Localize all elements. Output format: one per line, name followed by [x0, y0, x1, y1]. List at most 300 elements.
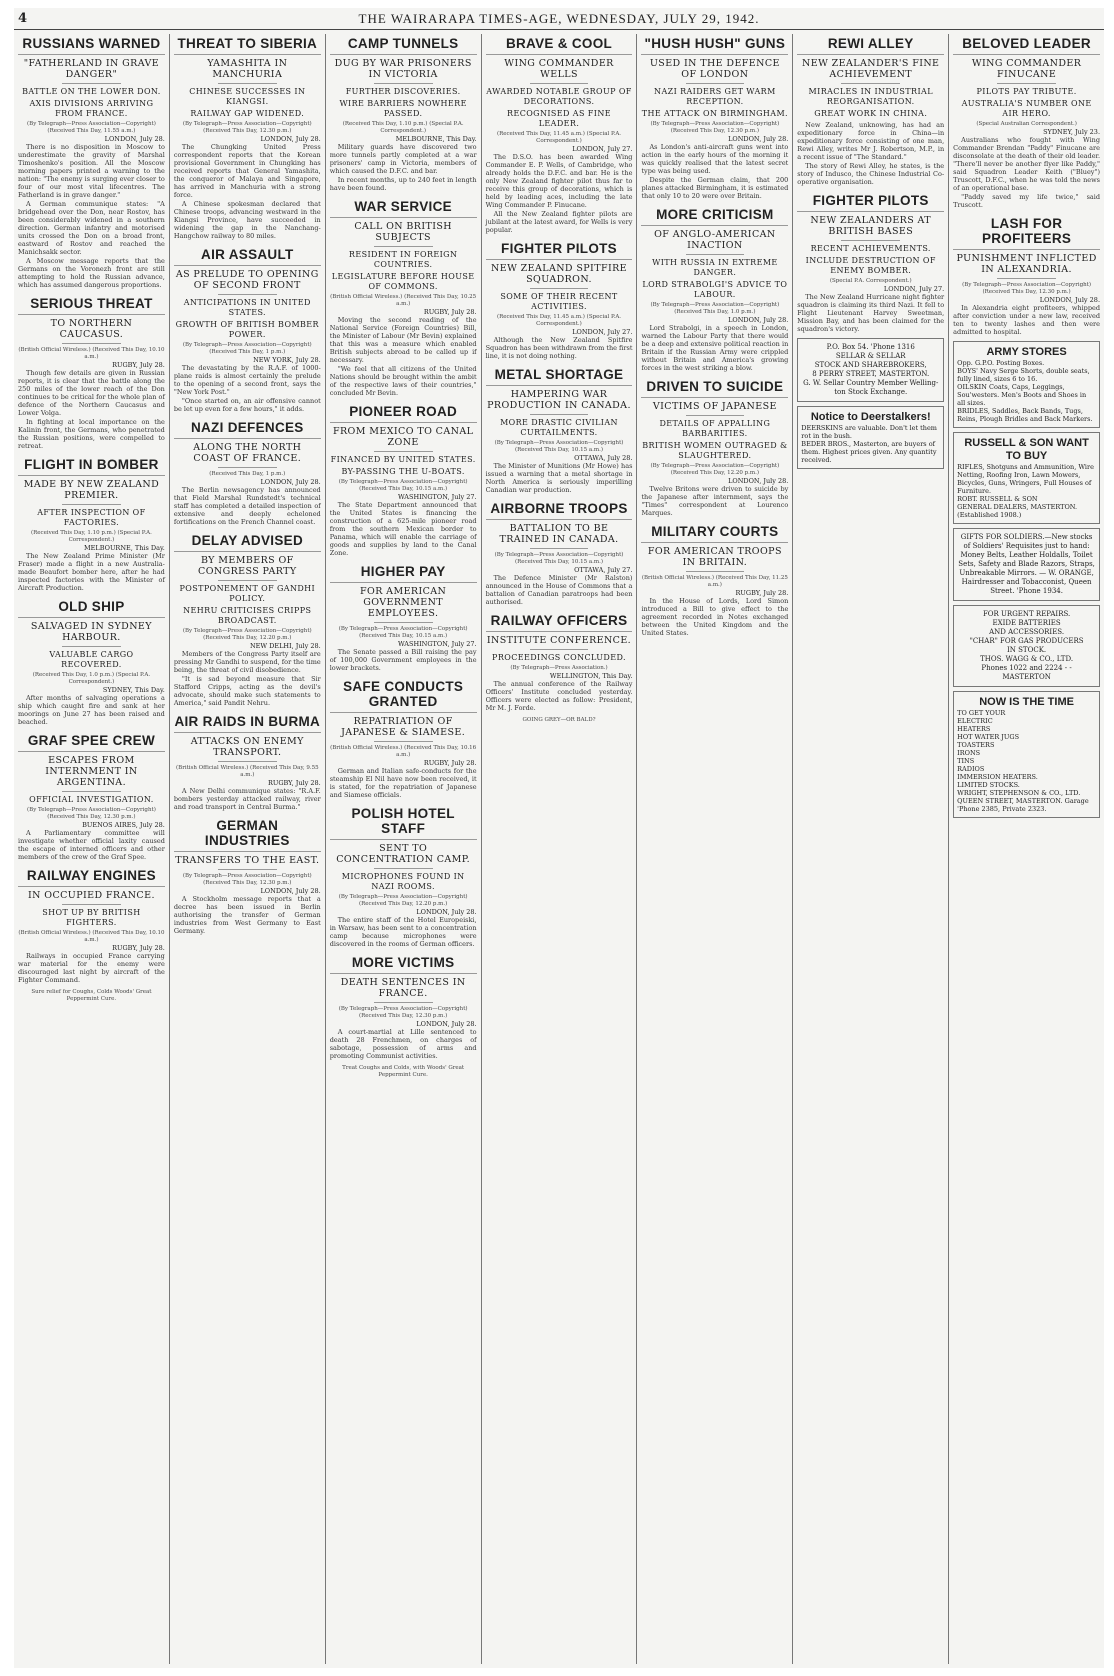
column-6	[793, 34, 949, 1664]
divider	[374, 868, 433, 869]
article-headline: FLIGHT IN BOMBER	[18, 455, 165, 476]
article	[330, 197, 477, 397]
article-paragraph: After months of salvaging operations a ship which caught fire and sank at her moorings on June 27 has been raised and beached.	[18, 694, 165, 726]
article-dateline: BUENOS AIRES, July 28.	[82, 821, 165, 829]
article-subheading: BATTLE ON THE LOWER DON.	[22, 87, 161, 96]
article-credit: (Special P.A. Correspondent.)	[829, 278, 912, 284]
article-dateline: LONDON, July 28.	[728, 477, 789, 485]
article-credit: (By Telegraph—Press Association—Copyright) (Received This Day, 10.15 a.m.)	[494, 440, 624, 453]
article-body	[641, 324, 788, 372]
article-paragraph: The State Department announced that the United States is financing the construction of a 625-mile pioneer road from the southern Mexican border to Panama, which will enable the carriage of goods and supplies by land to the Canal Zone.	[329, 501, 477, 557]
article-subheading: PROCEEDINGS CONCLUDED.	[492, 653, 626, 662]
divider	[62, 83, 121, 84]
column-7	[949, 34, 1104, 1664]
columns	[14, 34, 1104, 1664]
ad-line: SELLAR & SELLAR	[835, 352, 906, 360]
article-body	[18, 829, 165, 861]
article-headline: FIGHTER PILOTS	[797, 191, 944, 212]
article-credit: (British Official Wireless.) (Received This Day, 9.55 a.m.)	[176, 765, 319, 778]
article-headline: SERIOUS THREAT	[18, 294, 165, 315]
article-dateline: SYDNEY, This Day.	[102, 686, 165, 694]
article	[330, 804, 477, 948]
divider	[374, 741, 433, 742]
article-headline: "HUSH HUSH" GUNS	[641, 34, 788, 55]
article-subheading: MIRACLES IN INDUSTRIAL REORGANISATION.	[808, 87, 933, 106]
article-subheading: NAZI RAIDERS GET WARM RECEPTION.	[654, 87, 776, 106]
article-headline: REWI ALLEY	[797, 34, 944, 55]
article-paragraph: Railways in occupied France carrying war material for the enemy were discouraged last night by aircraft of the Fighter Command.	[18, 952, 165, 984]
article-body	[330, 1028, 477, 1060]
article-subheading: YAMASHITA IN MANCHURIA	[207, 58, 288, 80]
article-headline: AIR ASSAULT	[174, 245, 321, 266]
article-paragraph: "We feel that all citizens of the United Nations should be brought within the ambit of the respective laws of their countries," concluded Mr Bevin.	[329, 365, 477, 397]
article-headline: WAR SERVICE	[330, 197, 477, 218]
ad-line: DEERSKINS are valuable. Don't let them rot in the bush.	[801, 424, 937, 440]
article	[174, 418, 321, 526]
article-subheading: BY-PASSING THE U-BOATS.	[341, 467, 465, 476]
article-body	[174, 787, 321, 811]
advertisement	[953, 605, 1100, 687]
article-subheading: OF ANGLO-AMERICAN INACTION	[654, 229, 776, 251]
article-body	[486, 680, 633, 712]
masthead	[14, 8, 1104, 30]
article	[18, 34, 165, 289]
article-subheading: MADE BY NEW ZEALAND PREMIER.	[23, 479, 160, 501]
article	[330, 562, 477, 672]
divider	[686, 254, 745, 255]
ad-line: IN STOCK.	[1007, 646, 1047, 654]
ad-line: BOYS' Navy Serge Shorts, double seats, fully lined, sizes 6 to 16.	[957, 367, 1090, 383]
article-body	[174, 895, 321, 935]
article-credit: (By Telegraph—Press Association—Copyright) (Received This Day, 1.0 p.m.)	[650, 302, 780, 315]
article-headline: HIGHER PAY	[330, 562, 477, 583]
article-subheading: MORE DRASTIC CIVILIAN CURTAILMENTS.	[500, 418, 618, 437]
article	[174, 531, 321, 707]
ad-line: AND ACCESSORIES.	[989, 628, 1065, 636]
article-dateline: SYDNEY, July 23.	[1043, 128, 1101, 136]
article-body	[797, 293, 944, 333]
article-credit: (By Telegraph—Press Association.)	[510, 665, 608, 671]
article-headline: RUSSIANS WARNED	[18, 34, 165, 55]
article-subheading: TO NORTHERN CAUCASUS.	[50, 318, 133, 340]
divider	[374, 622, 433, 623]
article-dateline: LONDON, July 28.	[1039, 296, 1101, 304]
article-credit: (Received This Day, 1.0 p.m.) (Special P.A. Correspondent.)	[32, 672, 151, 685]
article	[18, 455, 165, 592]
advertisement	[797, 406, 944, 469]
ad-line: G. W. Sellar Country Member Welling-	[803, 379, 939, 387]
article-subheading: "FATHERLAND IN GRAVE DANGER"	[23, 58, 160, 80]
article-subheading: ATTACKS ON ENEMY TRANSPORT.	[190, 736, 304, 758]
article	[641, 205, 788, 372]
article-subheading: RECOGNISED AS FINE LEADER.	[507, 109, 611, 128]
article-credit: (Received This Day, 1 p.m.)	[209, 471, 286, 477]
article	[330, 953, 477, 1060]
article-headline: DRIVEN TO SUICIDE	[641, 377, 788, 398]
ad-line: RADIOS	[957, 765, 985, 773]
article-headline: DELAY ADVISED	[174, 531, 321, 552]
article	[486, 365, 633, 494]
ad-line: STOCK AND SHAREBROKERS,	[814, 361, 927, 369]
article-subheading: DUG BY WAR PRISONERS IN VICTORIA	[334, 58, 472, 80]
ad-line: LIMITED STOCKS.	[957, 781, 1020, 789]
divider	[218, 869, 277, 870]
article-headline: METAL SHORTAGE	[486, 365, 633, 386]
divider	[62, 504, 121, 505]
article-paragraph: German and Italian safe-conducts for the steamship El Nil have now been received, it is stated, for the repatriation of Japanese and Siamese officials.	[329, 767, 477, 799]
article-body	[330, 501, 477, 557]
article-body	[174, 650, 321, 707]
divider	[841, 83, 900, 84]
article-dateline: RUGBY, July 28.	[267, 779, 321, 787]
ad-line: WRIGHT, STEPHENSON & CO., LTD.	[957, 789, 1081, 797]
article-subheading: NEW ZEALANDERS AT BRITISH BASES	[810, 215, 932, 237]
article	[18, 866, 165, 984]
article-subheading: GREAT WORK IN CHINA.	[814, 109, 928, 118]
article-credit: (Received This Day, 1.10 p.m.) (Special P.A. Correspondent.)	[342, 121, 464, 134]
article	[174, 712, 321, 811]
article	[174, 816, 321, 935]
article-subheading: INSTITUTE CONFERENCE.	[486, 635, 632, 646]
article-paragraph: The Defence Minister (Mr Ralston) announced in the House of Commons that a battalion of Canadian paratroops had been authorised.	[485, 574, 633, 606]
ad-line: P.O. Box 54. 'Phone 1316	[826, 343, 915, 351]
ad-line: "CHAR" FOR GAS PRODUCERS	[969, 637, 1084, 645]
article-credit: (By Telegraph—Press Association—Copyright) (Received This Day, 12.20 p.m.)	[338, 894, 468, 907]
article-credit: (British Official Wireless.) (Received This Day, 10.16 a.m.)	[330, 745, 477, 758]
article-paragraph: The New Zealand Prime Minister (Mr Fraser) made a flight in a new Australia-made Beaufort bomber here, after he had inspected factories with the Minister of Aircraft Production.	[18, 552, 165, 592]
ad-line: ELECTRIC	[957, 717, 993, 725]
article-subheading: GROWTH OF BRITISH BOMBER POWER.	[175, 320, 319, 339]
article-subheading: SOME OF THEIR RECENT ACTIVITIES.	[500, 292, 618, 311]
divider	[530, 649, 589, 650]
article-dateline: NEW YORK, July 28.	[253, 356, 321, 364]
article-subheading: POSTPONEMENT OF GANDHI POLICY.	[179, 584, 316, 603]
column-footer: GOING GREY—OR BALD?	[522, 717, 596, 723]
article-paragraph: A German communique states: "A bridgehead over the Don, near Rostov, has been considerably widened in a southern direction. German infantry and motorised units crossed the Don on a broad front, eastward of Rostov and reached the Manichsakk sector.	[18, 200, 165, 256]
article	[174, 34, 321, 240]
article-subheading: SALVAGED IN SYDNEY HARBOUR.	[30, 621, 152, 643]
ad-line: OILSKIN Coats, Caps, Leggings, Sou'westers. Men's Boots and Shoes in all sizes.	[957, 383, 1087, 407]
article-body	[18, 369, 165, 450]
article	[486, 34, 633, 234]
article-credit: (By Telegraph—Press Association—Copyright) (Received This Day, 12.20 p.m.)	[650, 463, 780, 476]
divider	[374, 1002, 433, 1003]
article-paragraph: The entire staff of the Hotel Europeiski, in Warsaw, has been sent to a concentration camp because microphones were discovered in the rooms of German officers.	[329, 916, 477, 948]
article-paragraph: A New Delhi communique states: "R.A.F. bombers yesterday attacked railway, river and road transport in Central Burma."	[173, 787, 321, 811]
page-number: 4	[18, 11, 28, 26]
article-credit: (British Official Wireless.) (Received This Day, 11.25 a.m.)	[641, 575, 788, 588]
ad-line: TOASTERS	[957, 741, 995, 749]
article-subheading: AUSTRALIA'S NUMBER ONE AIR HERO.	[961, 99, 1092, 118]
article-paragraph: A Parliamentary committee will investigate whether official laxity caused the escape of interned officers and other members of the crew of the Graf Spee.	[18, 829, 165, 861]
article-dateline: LONDON, July 28.	[260, 135, 321, 143]
ad-line: ROBT. RUSSELL & SON	[957, 495, 1038, 503]
column-footer: Treat Coughs and Colds, with Woods' Great Peppermint Cure.	[342, 1065, 465, 1078]
ad-title: ARMY STORES	[986, 346, 1067, 358]
article-credit: (By Telegraph—Press Association—Copyright) (Received This Day, 10.15 a.m.)	[494, 552, 624, 565]
article-dateline: WELLINGTON, This Day.	[549, 672, 633, 680]
article-subheading: IN OCCUPIED FRANCE.	[27, 890, 155, 901]
article-subheading: USED IN THE DEFENCE OF LONDON	[649, 58, 780, 80]
article-subheading: LEGISLATURE BEFORE HOUSE OF COMMONS.	[331, 272, 475, 291]
article-paragraph: There is no disposition in Moscow to underestimate the gravity of Marshal Timoshenko's position. All the Moscow morning papers printed a warning to the nation: "The enemy is surging ever closer to four of our most vital lifecentres. The Fatherland is in grave danger."	[18, 143, 165, 199]
article-credit: (By Telegraph—Press Association—Copyright) (Received This Day, 12.30 p.m.)	[182, 873, 312, 886]
article-body	[953, 136, 1100, 209]
article-subheading: REPATRIATION OF JAPANESE & SIAMESE.	[341, 716, 466, 738]
article-paragraph: Australians who fought with Wing Commander Brendan "Paddy" Finucane are disconsolate at the death of their old leader. "There'll never be another flyer like Paddy," said Squadron Leader Keith ("Bluey") Truscott, D.F.C., when he was told the news of an operational base.	[953, 136, 1101, 192]
article-subheading: RESIDENT IN FOREIGN COUNTRIES.	[348, 250, 458, 269]
article-dateline: LONDON, July 28.	[416, 908, 477, 916]
article-subheading: DEATH SENTENCES IN FRANCE.	[340, 977, 466, 999]
article-headline: BELOVED LEADER	[953, 34, 1100, 55]
article	[797, 34, 944, 186]
article-paragraph: Lord Strabolgi, in a speech in London, warned the Labour Party that there would be a deep and extensive political reaction in Britain if the Russian Army were crippled without Britain and America's growing forces in the west striking a blow.	[641, 324, 789, 372]
article-subheading: ESCAPES FROM INTERNMENT IN ARGENTINA.	[45, 755, 138, 788]
article-credit: (By Telegraph—Press Association—Copyright) (Received This Day, 1 p.m.)	[182, 342, 312, 355]
article-paragraph: In the House of Lords, Lord Simon introduced a Bill to give effect to the agreement recorded in Notes exchanged between the United Kingdom and the United States.	[641, 597, 789, 637]
article-subheading: BY MEMBERS OF CONGRESS PARTY	[198, 555, 297, 577]
masthead-title: THE WAIRARAPA TIMES-AGE, WEDNESDAY, JULY 29, 1942.	[358, 10, 760, 26]
article-headline: RAILWAY OFFICERS	[486, 611, 633, 632]
ad-line: TO GET YOUR	[957, 709, 1006, 717]
ad-line: IMMERSION HEATERS.	[957, 773, 1038, 781]
article	[641, 522, 788, 637]
divider	[997, 83, 1056, 84]
article	[330, 677, 477, 799]
article-headline: MILITARY COURTS	[641, 522, 788, 543]
article-subheading: CHINESE SUCCESSES IN KIANGSI.	[189, 87, 306, 106]
article-paragraph: Members of the Congress Party itself are pressing Mr Gandhi to suspend, for the time being, the threat of civil disobedience.	[173, 650, 321, 674]
article-body	[486, 462, 633, 494]
article-credit: (By Telegraph—Press Association—Copyright) (Received This Day, 12.30 p.m.)	[182, 121, 312, 134]
article-body	[174, 143, 321, 240]
article-headline: THREAT TO SIBERIA	[174, 34, 321, 55]
article-paragraph: The story of Rewi Alley, he states, is the story of Indusco, the Chinese Industrial Co-operative organisation.	[797, 162, 945, 186]
article-paragraph: The Berlin newsagency has announced that Field Marshal Rundstedt's technical staff has completed a detailed inspection of extensive and deeply echeloned fortifications on the French Channel coast.	[173, 486, 321, 526]
ad-line: IRONS	[957, 749, 981, 757]
divider	[530, 548, 589, 549]
ad-line: EXIDE BATTERIES	[992, 619, 1061, 627]
advertisement	[953, 528, 1100, 601]
article-dateline: LONDON, July 28.	[728, 316, 789, 324]
divider	[686, 571, 745, 572]
article-credit: (Received This Day, 1.10 p.m.) (Special P.A. Correspondent.)	[30, 530, 152, 543]
article	[641, 377, 788, 517]
article-headline: PIONEER ROAD	[330, 402, 477, 423]
article-body	[330, 916, 477, 948]
article-credit: (By Telegraph—Press Association—Copyright) (Received This Day, 12.30 p.m.)	[650, 121, 780, 134]
article-paragraph: New Zealand, unknowing, has had an expeditionary force in China—in expeditionary force consisting of one man, Rewi Alley, writes Mr J. Robertson, M.P., in a recent issue of "The Standard."	[797, 121, 945, 161]
article-dateline: LONDON, July 28.	[104, 135, 165, 143]
article-paragraph: In fighting at local importance on the Kalinin front, the Germans, who penetrated the Russian positions, were compelled to retreat.	[18, 418, 165, 450]
article-body	[174, 364, 321, 413]
article-subheading: VALUABLE CARGO RECOVERED.	[49, 650, 134, 669]
article-credit: (Received This Day, 11.45 a.m.) (Special P.A. Correspondent.)	[496, 131, 622, 144]
column-2	[170, 34, 326, 1664]
article-credit: (British Official Wireless.) (Received This Day, 10.10 a.m.)	[18, 930, 165, 943]
article-paragraph: A court-martial at Lille sentenced to death 28 Frenchmen, on charges of sabotage, possession of arms and promoting Communist activities.	[329, 1028, 477, 1060]
article-paragraph: "Paddy saved my life twice," said Truscott.	[953, 193, 1101, 209]
article-paragraph: Though few details are given in Russian reports, it is clear that the battle along the 250 miles of the lower reach of the Don continues to be critical for the whole plan of defence of the Northern Caucasus and Lower Volga.	[18, 369, 165, 417]
ad-line: 8 PERRY STREET, MASTERTON.	[812, 370, 930, 378]
article-dateline: NEW DELHI, July 28.	[249, 642, 321, 650]
article-paragraph: All the New Zealand fighter pilots are jubilant at the latest award, for Wells is very popular.	[485, 210, 633, 234]
ad-line: GIFTS FOR SOLDIERS.—New stocks of Soldiers' Requisites just to hand: Money Belts, Leather Holdalls, Toilet Sets, Safety and Blade Razors, Straps, Unbreakable Mirrors. — W. ORANGE, Hairdresser and Tobacconist, Queen Street. 'Phone 1934.	[958, 533, 1095, 595]
column-footer: Sure relief for Coughs, Colds Woods' Great Peppermint Cure.	[31, 989, 152, 1002]
article-body	[18, 694, 165, 726]
article-headline: CAMP TUNNELS	[330, 34, 477, 55]
article-subheading: AS PRELUDE TO OPENING OF SECOND FRONT	[175, 269, 319, 291]
divider	[530, 83, 589, 84]
ad-line: Opp. G.P.O. Posting Boxes.	[957, 359, 1045, 367]
article-subheading: NEW ZEALANDER'S FINE ACHIEVEMENT	[802, 58, 940, 80]
article-subheading: RAILWAY GAP WIDENED.	[190, 109, 305, 118]
article-dateline: LONDON, July 27.	[883, 285, 945, 293]
divider	[62, 904, 121, 905]
article	[486, 239, 633, 360]
article-headline: FIGHTER PILOTS	[486, 239, 633, 260]
divider	[530, 288, 589, 289]
article-dateline: LONDON, July 27.	[572, 145, 633, 153]
article-paragraph: A Moscow message reports that the Germans on the Voronezh front are still attempting to hold the Russian advance, which has assumed dangerous proportions.	[18, 257, 165, 289]
article-subheading: AXIS DIVISIONS ARRIVING FROM FRANCE.	[29, 99, 154, 118]
article-body	[330, 767, 477, 799]
article-dateline: RUGBY, July 28.	[423, 759, 477, 767]
divider	[62, 646, 121, 647]
article-paragraph: Despite the German claim, that 200 planes attacked Birmingham, it is estimated that only 10 to 20 were over Britain.	[641, 176, 789, 200]
article	[18, 294, 165, 450]
article-credit: (By Telegraph—Press Association—Copyright) (Received This Day, 12.30 p.m.)	[338, 1006, 468, 1019]
article-dateline: LONDON, July 28.	[728, 135, 789, 143]
article-paragraph: The Chungking United Press correspondent reports that the Korean provisional Government in Chungking has received reports that General Yamashita, the conqueror of Malaya and Singapore, has arrived in Manchuria with a strong force.	[173, 143, 321, 199]
divider	[686, 83, 745, 84]
ad-line: BRIDLES, Saddles, Back Bands, Tugs, Reins, Plough Bridles and Back Markers.	[957, 407, 1093, 423]
ad-line: THOS. WAGG & CO., LTD.	[980, 655, 1074, 663]
article	[330, 402, 477, 557]
article-credit: (British Official Wireless.) (Received This Day, 10.25 a.m.)	[330, 294, 477, 307]
article-paragraph: "Once started on, an air offensive cannot be let up even for a few hours," it adds.	[173, 397, 321, 413]
divider	[686, 415, 745, 416]
article-paragraph: The Minister of Munitions (Mr Howe) has issued a warning that a metal shortage in North America is seriously imperilling Canadian war production.	[485, 462, 633, 494]
article-subheading: FOR AMERICAN GOVERNMENT EMPLOYEES.	[360, 586, 447, 619]
article-credit: (By Telegraph—Press Association—Copyright) (Received This Day, 10.15 a.m.)	[338, 626, 468, 639]
article-paragraph: Military guards have discovered two more tunnels partly completed at a war prisoners' camp in Victoria, members of which caused the D.F.C. and bar.	[329, 143, 477, 175]
article-credit: (Received This Day, 11.45 a.m.) (Special P.A. Correspondent.)	[496, 314, 622, 327]
article-paragraph: Although the New Zealand Spitfire Squadron has been withdrawn from the first line, it is not doing nothing.	[485, 336, 633, 360]
article-headline: BRAVE & COOL	[486, 34, 633, 55]
article-body	[330, 648, 477, 672]
ad-line: HEATERS	[957, 725, 991, 733]
article-body	[18, 952, 165, 984]
article-subheading: BRITISH WOMEN OUTRAGED & SLAUGHTERED.	[642, 441, 788, 460]
article-subheading: PUNISHMENT INFLICTED IN ALEXANDRIA.	[956, 253, 1097, 275]
article-subheading: TRANSFERS TO THE EAST.	[175, 855, 320, 866]
article	[18, 597, 165, 726]
ad-line: RIFLES, Shotguns and Ammunition, Wire Netting, Roofing Iron, Lawn Mowers, Bicycles, Guns, Wringers, Full Houses of Furniture.	[957, 463, 1094, 495]
article-subheading: THE ATTACK ON BIRMINGHAM.	[641, 109, 788, 118]
article-body	[797, 121, 944, 186]
article-paragraph: "It is sad beyond measure that Sir Stafford Cripps, acting as the devil's advocate, should make such statements to America," said Pandit Nehru.	[173, 675, 321, 707]
article-credit: (Special Australian Correspondent.)	[976, 121, 1077, 127]
article-dateline: RUGBY, July 28.	[423, 308, 477, 316]
article	[953, 34, 1100, 209]
article-paragraph: The annual conference of the Railway Officers' Institute concluded yesterday. Officers were elected as follow: President, Mr M. J. Forde.	[485, 680, 633, 712]
column-3	[326, 34, 482, 1664]
article-headline: OLD SHIP	[18, 597, 165, 618]
column-1	[14, 34, 170, 1664]
column-4	[482, 34, 638, 1664]
article-subheading: AFTER INSPECTION OF FACTORIES.	[37, 508, 146, 527]
divider	[62, 791, 121, 792]
ad-line: BEDER BROS., Masterton, are buyers of them. Highest prices given. Any quantity received.	[801, 440, 937, 464]
article-headline: MORE VICTIMS	[330, 953, 477, 974]
article-dateline: RUGBY, July 28.	[112, 361, 165, 369]
article-dateline: LONDON, July 27.	[572, 328, 633, 336]
article-subheading: WIRE BARRIERS NOWHERE PASSED.	[339, 99, 467, 118]
article-body	[18, 552, 165, 592]
article-headline: AIR RAIDS IN BURMA	[174, 712, 321, 733]
article-subheading: PILOTS PAY TRIBUTE.	[976, 87, 1077, 96]
advertisement	[953, 341, 1100, 428]
article-subheading: INCLUDE DESTRUCTION OF ENEMY BOMBER.	[805, 256, 936, 275]
article-subheading: CALL ON BRITISH SUBJECTS	[354, 221, 452, 243]
article-subheading: DETAILS OF APPALLING BARBARITIES.	[659, 419, 771, 438]
divider	[218, 83, 277, 84]
article-body	[486, 574, 633, 606]
article-headline: AIRBORNE TROOPS	[486, 499, 633, 520]
article-dateline: LONDON, July 28.	[260, 887, 321, 895]
article-credit: (British Official Wireless.) (Received This Day, 10.10 a.m.)	[18, 347, 165, 360]
article-body	[330, 143, 477, 192]
article	[953, 214, 1100, 336]
article	[330, 34, 477, 192]
ad-line: Phones 1022 and 2224 - - MASTERTON	[981, 664, 1072, 681]
advertisement	[797, 338, 944, 402]
article-dateline: OTTAWA, July 28.	[574, 454, 633, 462]
article-subheading: BATTALION TO BE TRAINED IN CANADA.	[499, 523, 619, 545]
article-credit: (By Telegraph—Press Association—Copyright) (Received This Day, 12.30 p.m.)	[962, 282, 1092, 295]
advertisement	[953, 691, 1100, 818]
article-subheading: WING COMMANDER FINUCANE	[971, 58, 1082, 80]
article-paragraph: The devastating by the R.A.F. of 1000-plane raids is almost certainly the prelude to the opening of a second front, says the "New York Post."	[173, 364, 321, 396]
article-dateline: RUGBY, July 28.	[735, 589, 789, 597]
article-dateline: LONDON, July 28.	[416, 1020, 477, 1028]
article-dateline: LONDON, July 28.	[260, 478, 321, 486]
article	[486, 499, 633, 606]
divider	[841, 240, 900, 241]
article-headline: SAFE CONDUCTS GRANTED	[330, 677, 477, 713]
article-headline: GERMAN INDUSTRIES	[174, 816, 321, 852]
column-5	[637, 34, 793, 1664]
article-dateline: MELBOURNE, This Day.	[395, 135, 477, 143]
article-subheading: NEHRU CRITICISES CRIPPS BROADCAST.	[183, 606, 312, 625]
article-body	[641, 597, 788, 637]
article-body	[18, 143, 165, 289]
divider	[218, 294, 277, 295]
article-paragraph: The D.S.O. has been awarded Wing Commander E. P. Wells, of Cambridge, who already holds the D.F.C. and bar. He is the only New Zealand fighter pilot thus far to receive this group of decorations, which is held by leading aces, including the late Wing Commander P. Finucane.	[485, 153, 633, 209]
ad-line: TINS	[957, 757, 975, 765]
divider	[218, 467, 277, 468]
article-subheading: MICROPHONES FOUND IN NAZI ROOMS.	[341, 872, 465, 891]
article-subheading: HAMPERING WAR PRODUCTION IN CANADA.	[487, 389, 631, 411]
article-subheading: RECENT ACHIEVEMENTS.	[810, 244, 931, 253]
article-credit: (By Telegraph—Press Association—Copyright) (Received This Day, 10.15 a.m.)	[338, 479, 468, 492]
article-subheading: OFFICIAL INVESTIGATION.	[29, 795, 154, 804]
advertisement	[953, 432, 1100, 524]
article-dateline: WASHINGTON, July 27.	[397, 493, 477, 501]
article-paragraph: Twelve Britons were driven to suicide by the Japanese after internment, says the "Times" correspondent at Lourenco Marques.	[641, 485, 789, 517]
article-body	[486, 153, 633, 234]
